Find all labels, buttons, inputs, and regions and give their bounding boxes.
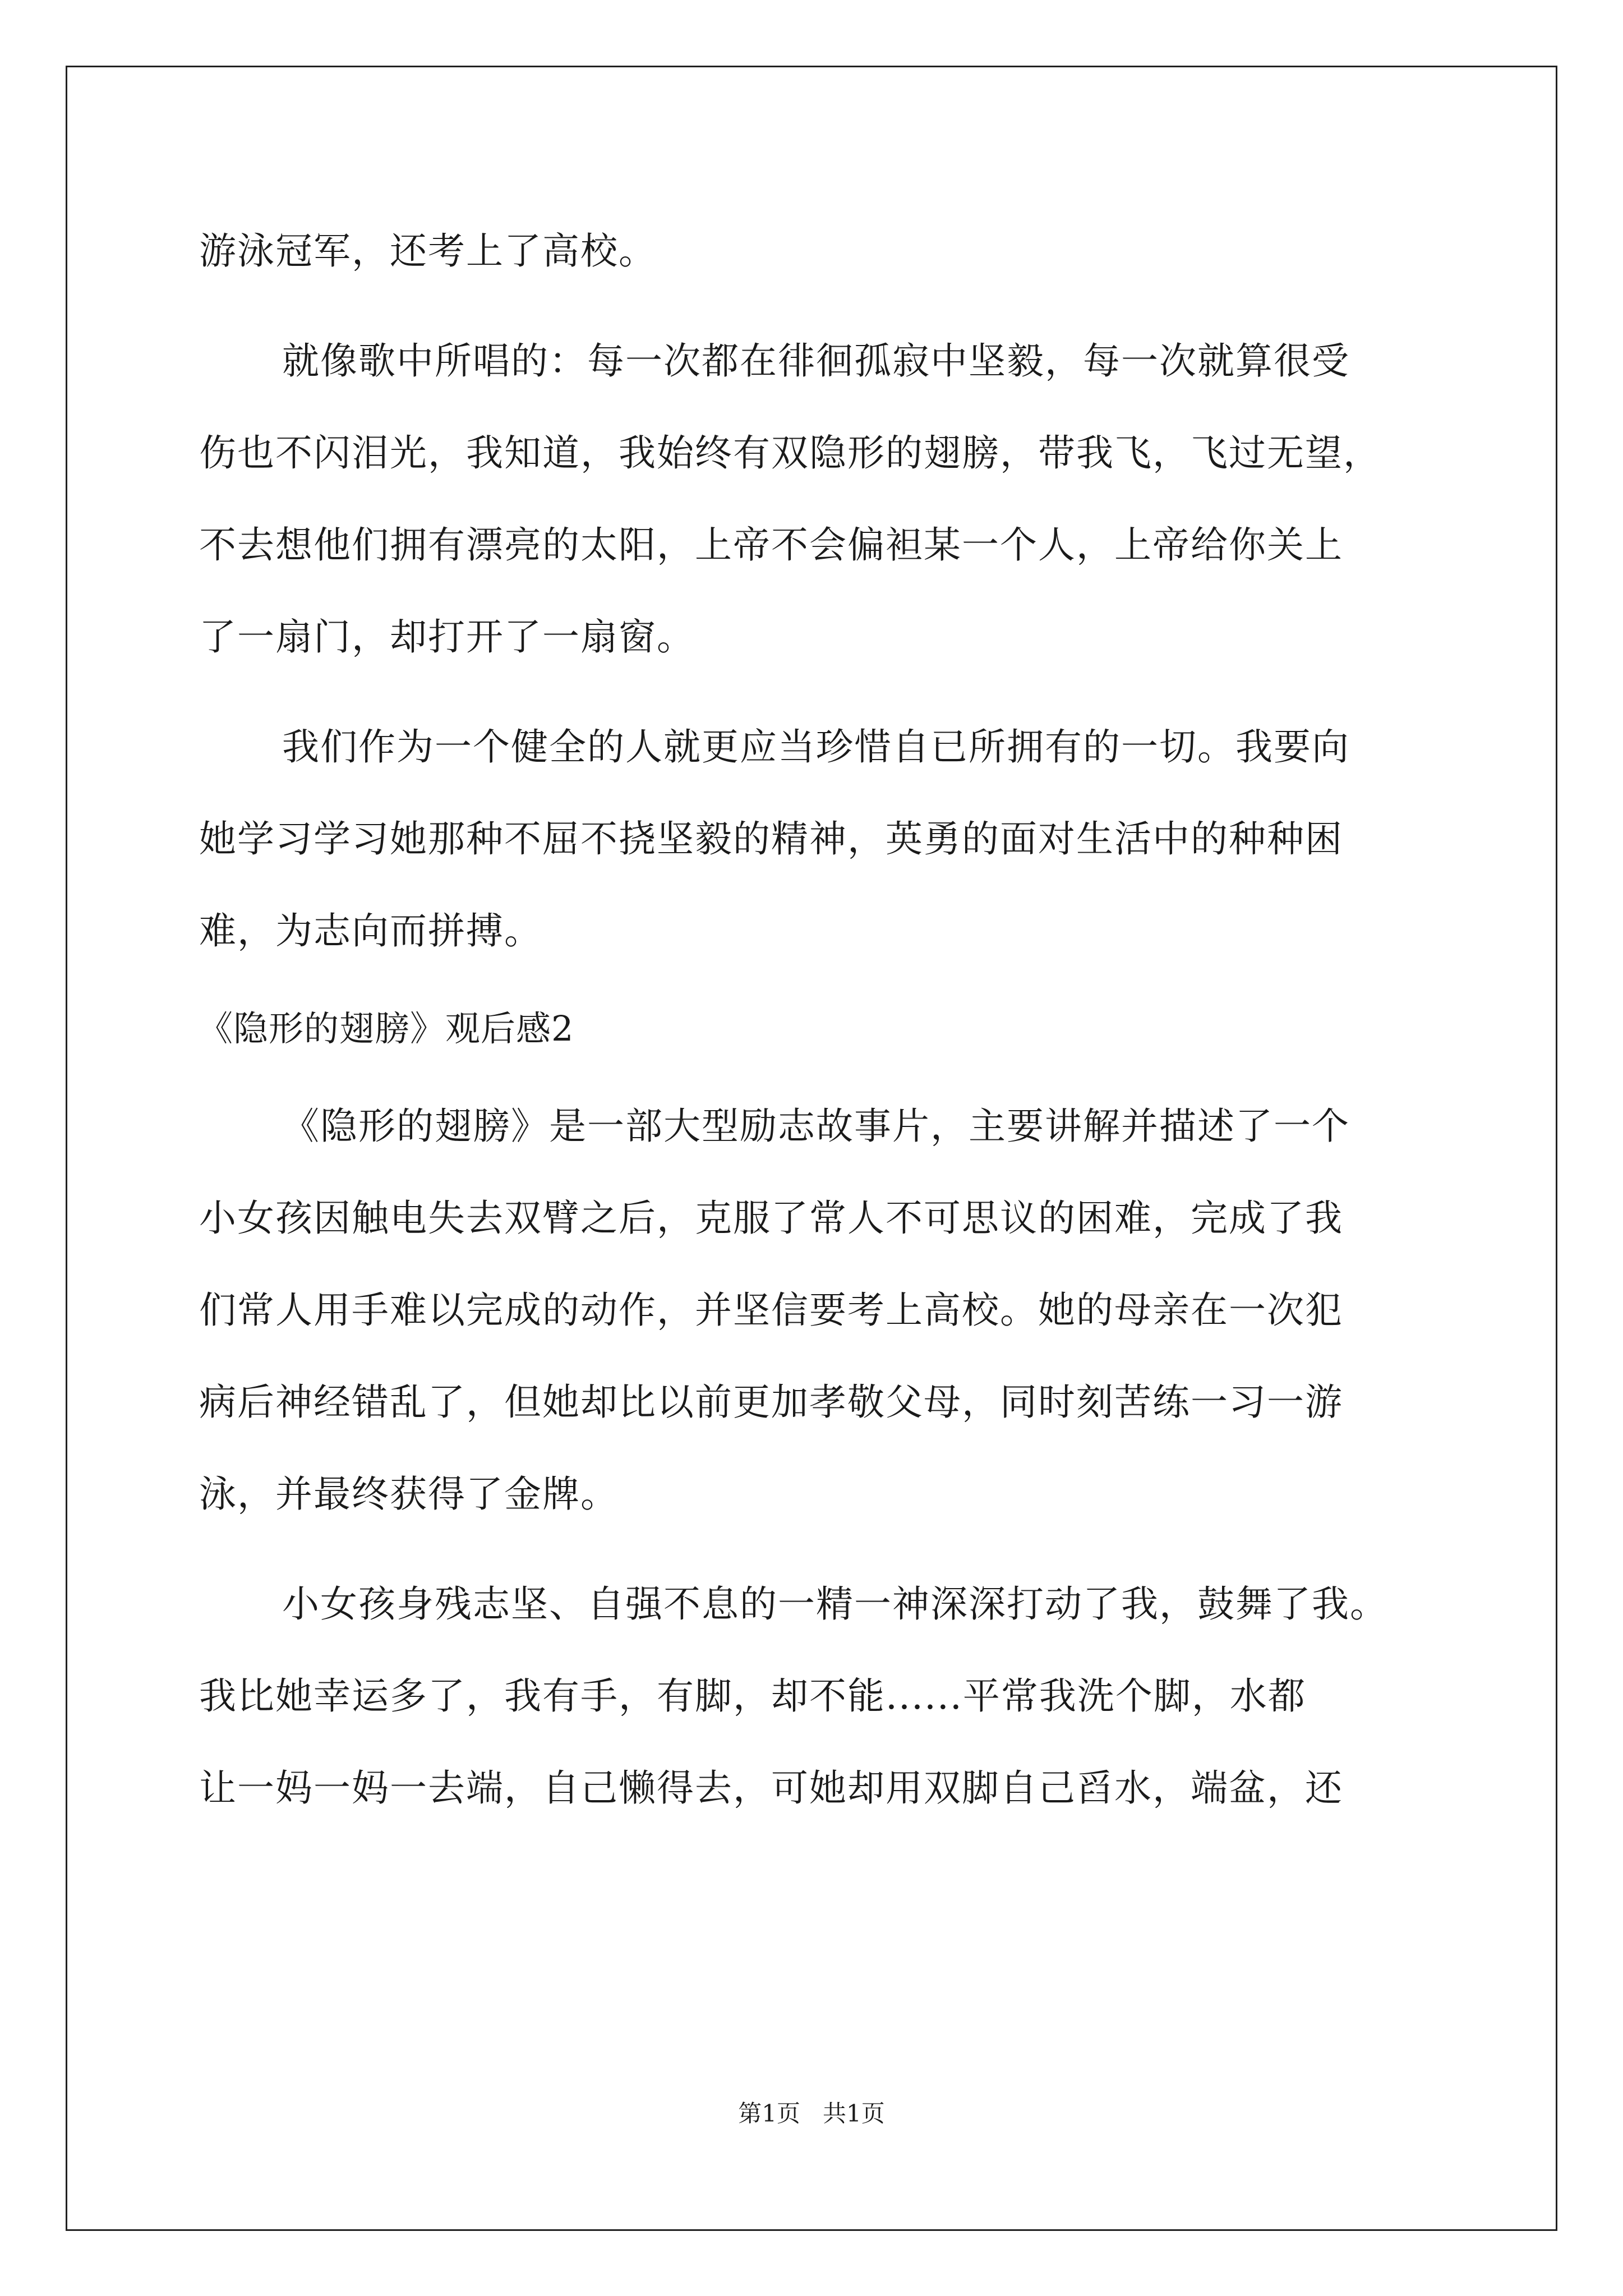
text-line: 她学习学习她那种不屈不挠坚毅的精神，英勇的面对生活中的种种困 [199,817,1343,861]
paragraph-first-line: 小女孩身残志坚、自强不息的一精一神深深打动了我，鼓舞了我。 [282,1582,1388,1626]
text-line: 了一扇门，却打开了一扇窗。 [199,615,695,659]
text-line: 伤也不闪泪光，我知道，我始终有双隐形的翅膀，带我飞，飞过无望， [199,431,1381,475]
text-line: 泳，并最终获得了金牌。 [199,1473,619,1516]
paragraph-first-line: 就像歌中所唱的：每一次都在徘徊孤寂中坚毅，每一次就算很受 [282,339,1350,383]
paragraph-first-line: 我们作为一个健全的人就更应当珍惜自已所拥有的一切。我要向 [282,725,1350,769]
paragraph-first-line: 《隐形的翅膀》是一部大型励志故事片，主要讲解并描述了一个 [282,1105,1350,1148]
text-line: 让一妈一妈一去端，自己懒得去，可她却用双脚自己舀水，端盆，还 [199,1766,1343,1810]
text-line: 游泳冠军，还考上了高校。 [199,229,657,273]
text-line: 们常人用手难以完成的动作，并坚信要考上高校。她的母亲在一次犯 [199,1289,1343,1332]
text-line: 小女孩因触电失去双臂之后，克服了常人不可思议的困难，完成了我 [199,1197,1343,1240]
page-number-footer: 第1页 共1页 [738,2100,885,2127]
section-heading: 《隐形的翅膀》观后感2 [198,1008,574,1049]
text-line: 难，为志向而拼搏。 [199,909,542,953]
text-line: 病后神经错乱了，但她却比以前更加孝敬父母，同时刻苦练一习一游 [199,1381,1343,1424]
text-line: 我比她幸运多了，我有手，有脚，却不能......平常我洗个脚，水都 [199,1674,1306,1718]
text-line: 不去想他们拥有漂亮的太阳，上帝不会偏袒某一个人，上帝给你关上 [199,523,1343,567]
